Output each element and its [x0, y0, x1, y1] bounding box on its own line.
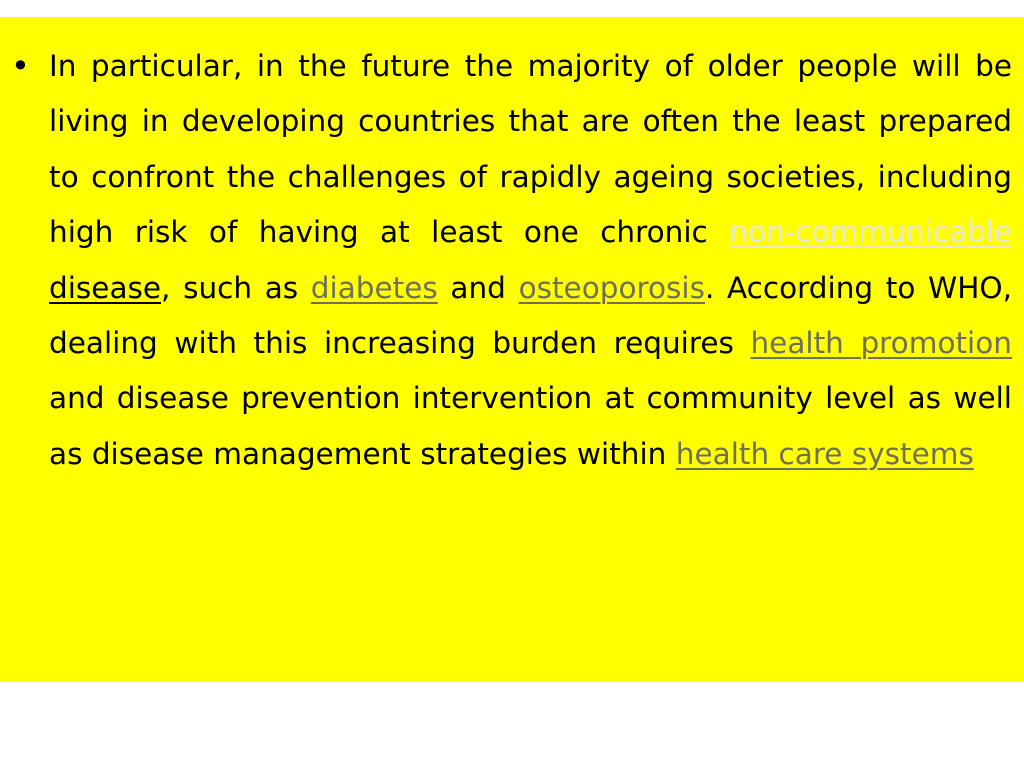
link-diabetes[interactable]: diabetes [310, 270, 438, 305]
link-non-communicable[interactable]: non-communicable [729, 215, 1012, 250]
bullet-paragraph [49, 39, 1012, 482]
bullet-dot-icon: • [11, 47, 30, 85]
text-segment: and [437, 270, 519, 305]
link-disease[interactable]: disease [49, 270, 162, 305]
link-osteoporosis[interactable]: osteoporosis [518, 270, 705, 305]
text-segment: , such as [161, 270, 311, 305]
link-health-promotion[interactable]: health promotion [750, 326, 1013, 361]
link-health-care-systems[interactable]: health care systems [675, 436, 974, 471]
content-panel [0, 17, 1024, 682]
text-segment: . According to WHO, dealing with this increasing burden requires [49, 270, 1012, 361]
text-segment: In particular, in the future the majority of older people will be living in developing countries that are often the least prepared to confront the challenges of rapidly ageing societies, including high risk of having at least one chronic [49, 49, 1012, 250]
text-segment: and disease prevention intervention at community level as well as disease management strategies within [49, 381, 1012, 471]
